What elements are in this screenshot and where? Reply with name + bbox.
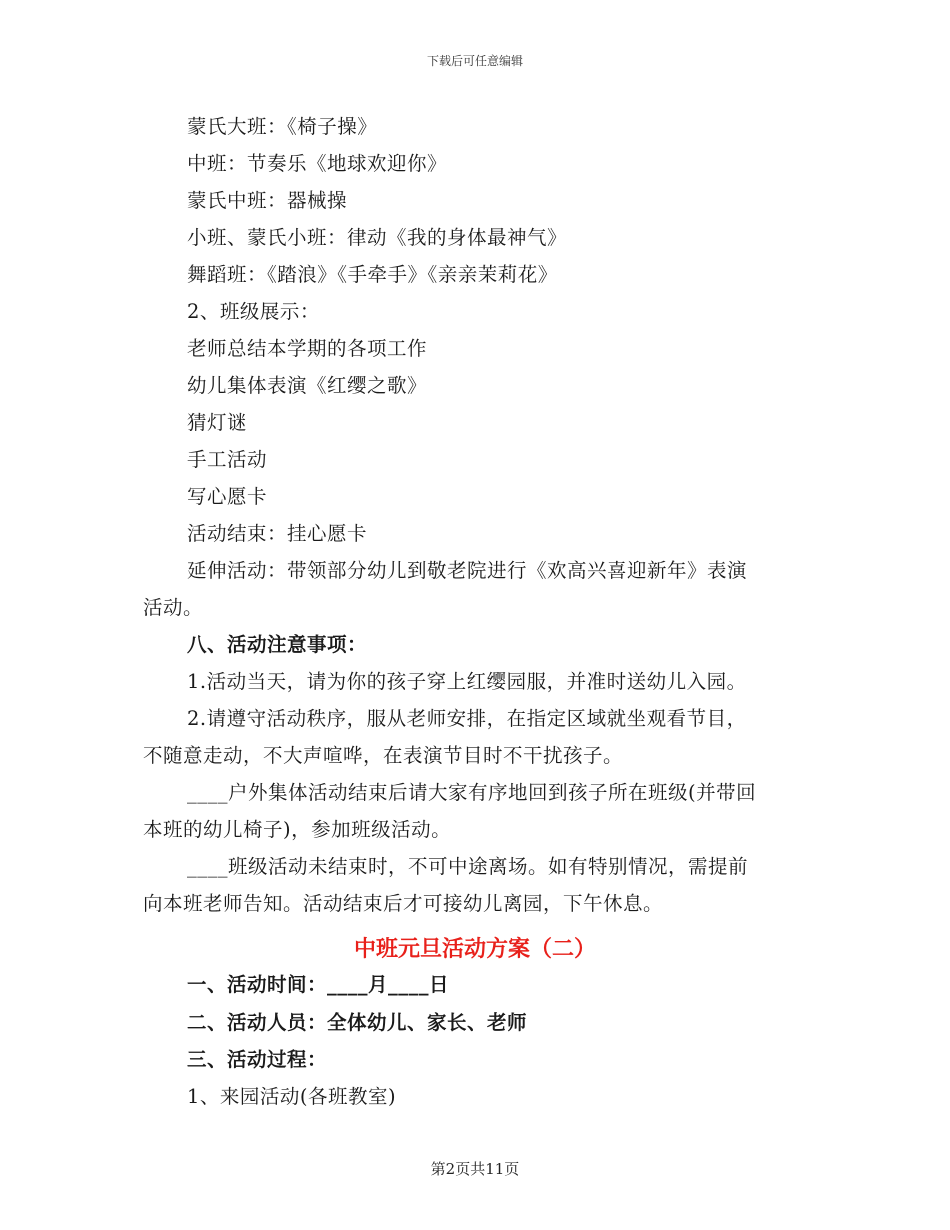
text-line: 1、来园活动(各班教室) xyxy=(187,1085,397,1108)
section-heading: 二、活动人员：全体幼儿、家长、老师 xyxy=(187,1011,528,1034)
section-heading: 三、活动过程： xyxy=(187,1048,328,1071)
text-line: 1.活动当天，请为你的孩子穿上红缨园服，并准时送幼儿入园。 xyxy=(187,670,747,693)
text-line: 蒙氏中班：器械操 xyxy=(187,189,348,212)
text-line: 小班、蒙氏小班：律动《我的身体最神气》 xyxy=(187,226,568,249)
section-title: 中班元旦活动方案（二） xyxy=(353,936,596,962)
page-footer: 第2页共11页 xyxy=(430,1160,520,1178)
page-header: 下载后可任意编辑 xyxy=(426,54,523,68)
text-line: 向本班老师告知。活动结束后才可接幼儿离园，下午休息。 xyxy=(143,892,664,915)
text-line: 猜灯谜 xyxy=(187,411,248,434)
section-heading: 一、活动时间：____月____日 xyxy=(187,973,450,996)
text-line: 本班的幼儿椅子)，参加班级活动。 xyxy=(143,818,452,841)
text-line: 手工活动 xyxy=(187,448,268,471)
text-line: 活动。 xyxy=(143,596,204,619)
section-heading: 八、活动注意事项： xyxy=(187,633,368,656)
text-line: 中班：节奏乐《地球欢迎你》 xyxy=(187,152,448,175)
text-line: ____户外集体活动结束后请大家有序地回到孩子所在班级(并带回 xyxy=(187,781,757,804)
text-line: 写心愿卡 xyxy=(187,485,268,508)
text-line: 蒙氏大班：《椅子操》 xyxy=(187,115,378,138)
text-line: 幼儿集体表演《红缨之歌》 xyxy=(187,374,428,397)
text-line: 延伸活动：带领部分幼儿到敬老院进行《欢高兴喜迎新年》表演 xyxy=(187,559,748,582)
text-line: 2.请遵守活动秩序，服从老师安排，在指定区域就坐观看节目， xyxy=(187,707,747,730)
text-line: 2、班级展示： xyxy=(187,300,320,323)
text-line: ____班级活动未结束时，不可中途离场。如有特别情况，需提前 xyxy=(187,855,749,878)
text-line: 不随意走动，不大声喧哗，在表演节目时不干扰孩子。 xyxy=(143,744,624,767)
text-line: 舞蹈班：《踏浪》《手牵手》《亲亲茉莉花》 xyxy=(187,263,558,286)
text-line: 活动结束：挂心愿卡 xyxy=(187,522,368,545)
text-line: 老师总结本学期的各项工作 xyxy=(187,337,428,360)
